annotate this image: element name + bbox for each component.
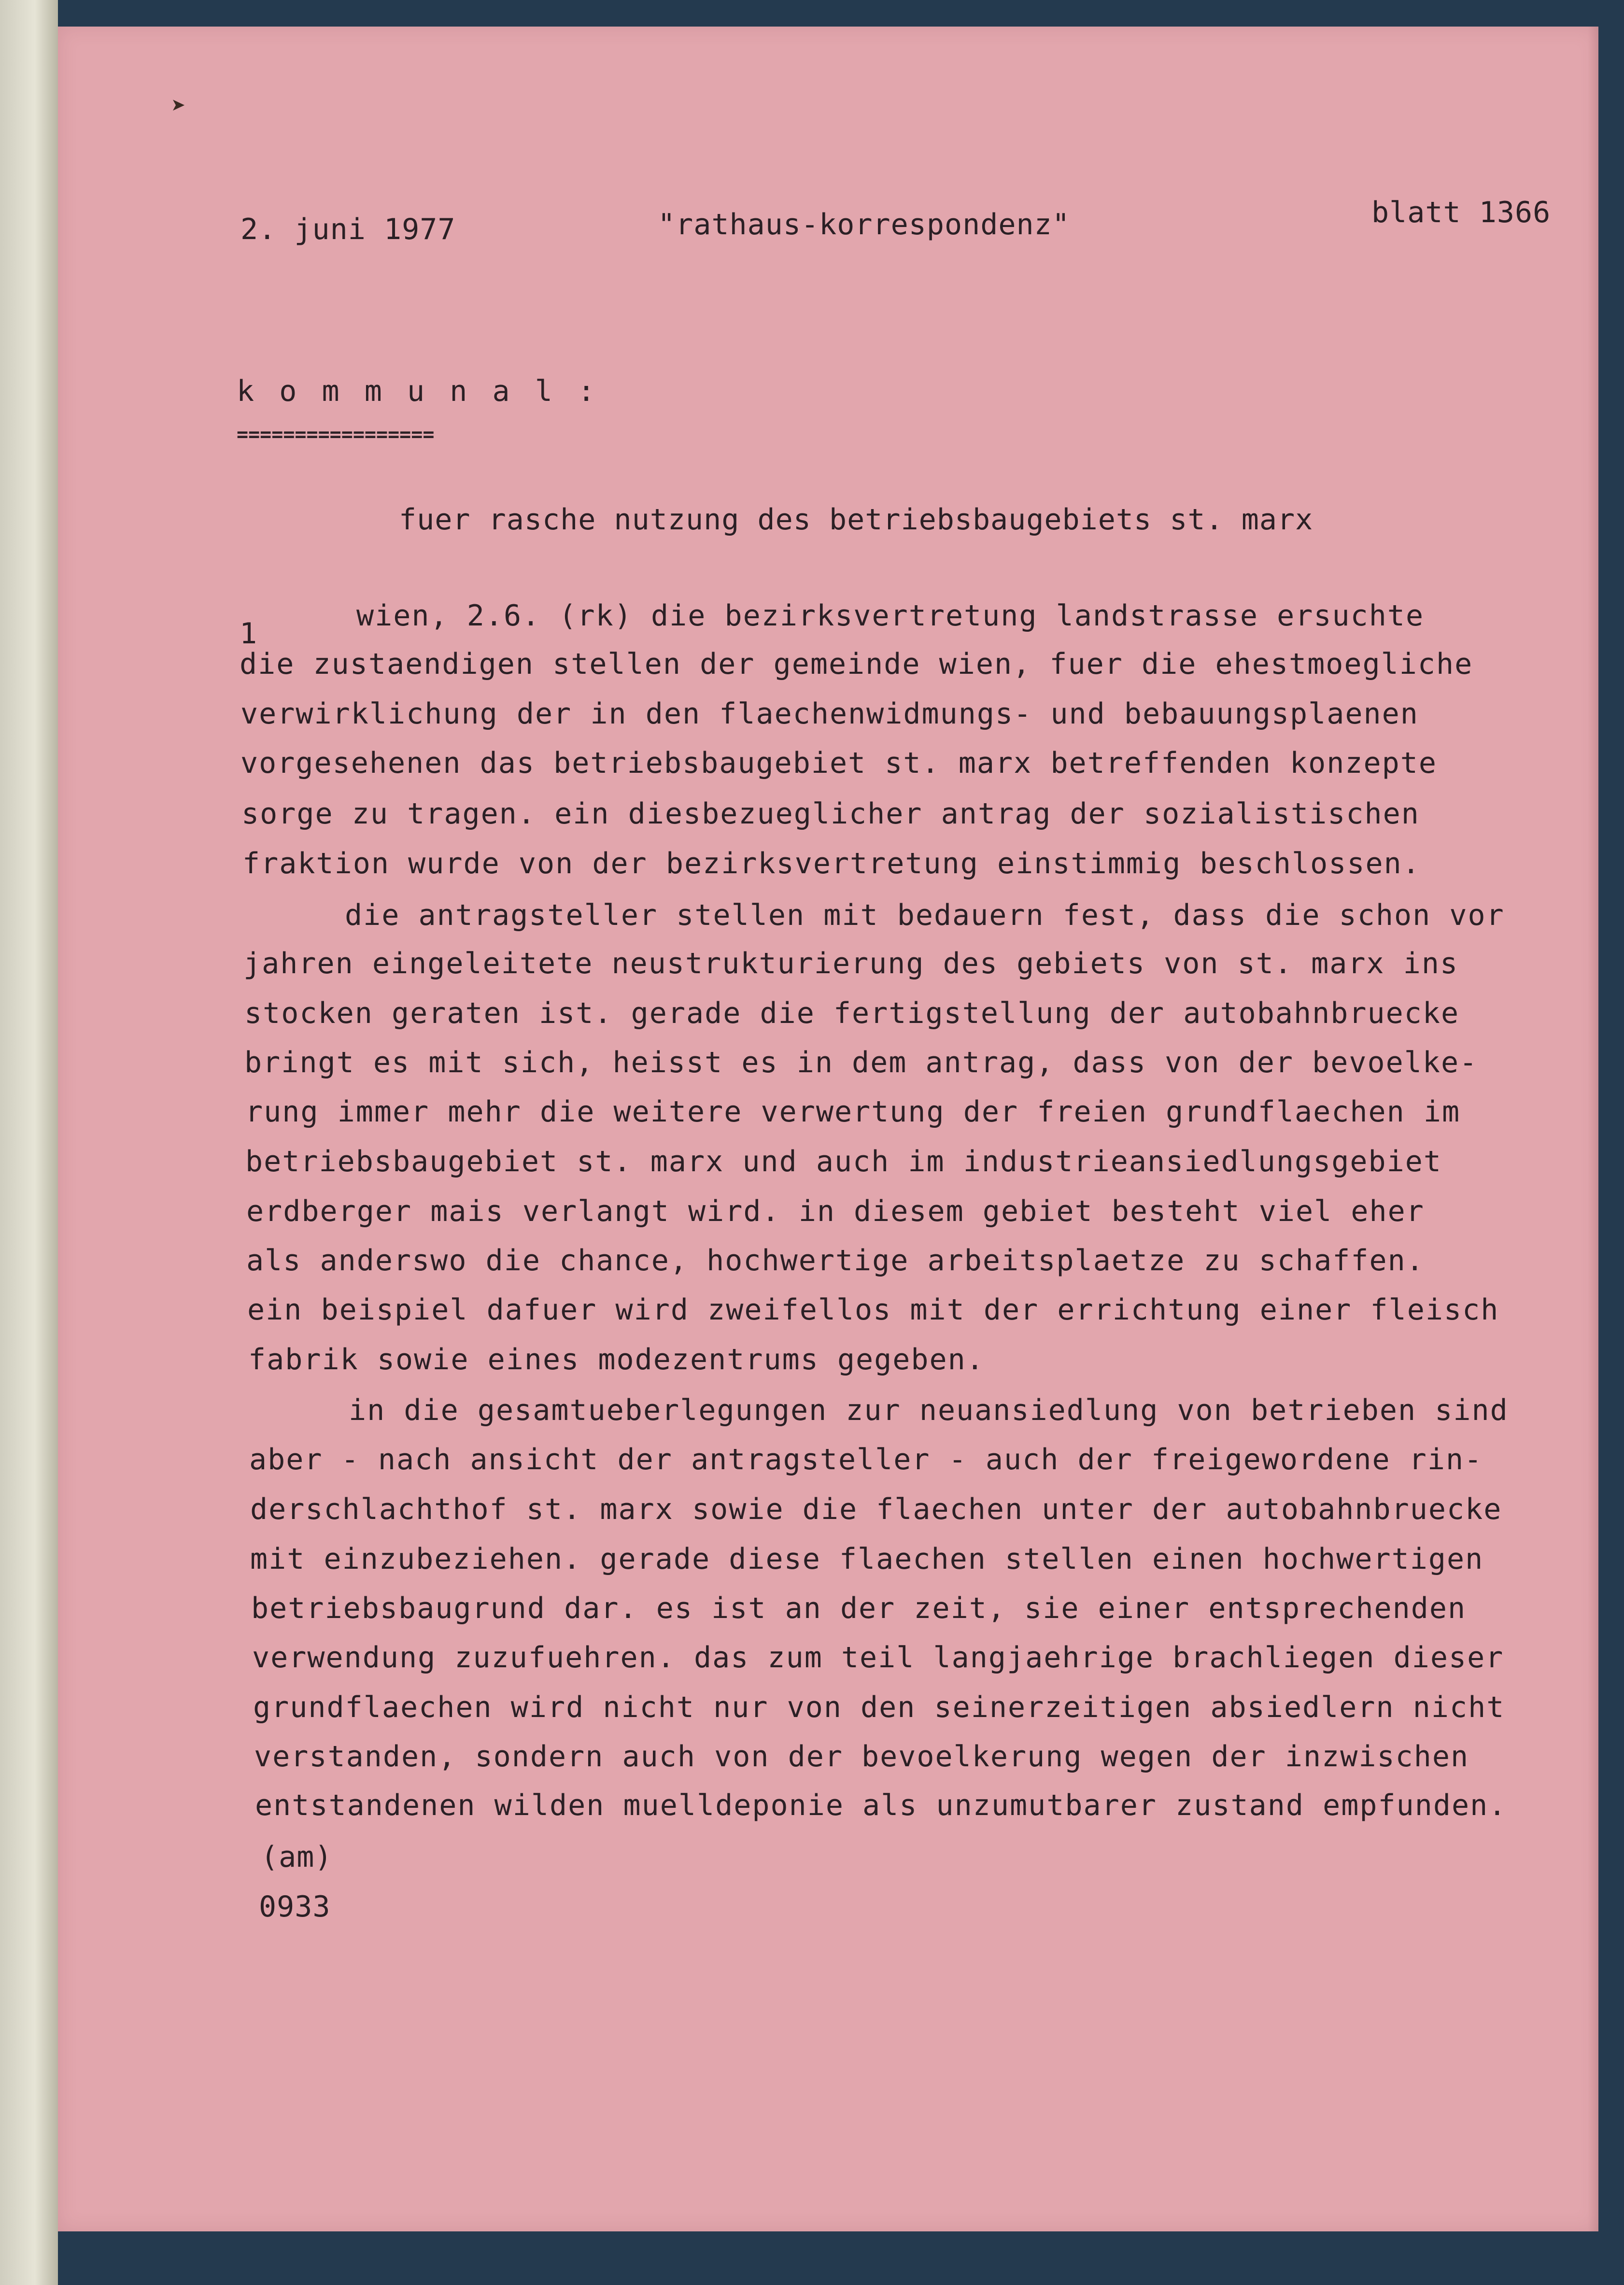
arrow-mark-icon: ➤ — [171, 92, 186, 120]
body-line: entstandenen wilden muelldeponie als unzumutbarer zustand empfunden. — [255, 1788, 1507, 1822]
body-line: vorgesehenen das betriebsbaugebiet st. marx betreffenden konzepte — [240, 746, 1437, 780]
body-line: verstanden, sondern auch von der bevoelkerung wegen der inzwischen — [254, 1740, 1469, 1774]
body-line: aber - nach ansicht der antragsteller - auch der freigewordene rin- — [249, 1443, 1483, 1476]
body-line: ein beispiel dafuer wird zweifellos mit der errichtung einer fleisch — [247, 1293, 1499, 1327]
author-initials: (am) — [261, 1840, 333, 1874]
body-line: rung immer mehr die weitere verwertung der freien grundflaechen im — [245, 1095, 1461, 1129]
body-line: verwirklichung der in den flaechenwidmungs- und bebauungsplaenen — [240, 697, 1419, 731]
body-line: mit einzubeziehen. gerade diese flaechen stellen einen hochwertigen — [250, 1542, 1484, 1576]
header-sheet-number: blatt 1366 — [1371, 196, 1551, 229]
body-line: fabrik sowie eines modezentrums gegeben. — [248, 1343, 985, 1377]
binder-edge — [0, 0, 58, 2285]
body-line: verwendung zuzufuehren. das zum teil langjaehrige brachliegen dieser — [252, 1641, 1504, 1675]
body-line: derschlachthof st. marx sowie die flaechen unter der autobahnbruecke — [250, 1492, 1502, 1526]
body-line: die antragsteller stellen mit bedauern fest, dass die schon vor — [345, 898, 1505, 932]
header-publication: "rathaus-korrespondenz" — [658, 208, 1070, 241]
section-underline: ================= — [237, 424, 435, 446]
header-date: 2. juni 1977 — [240, 213, 456, 246]
body-line: fraktion wurde von der bezirksvertretung einstimmig beschlossen. — [242, 847, 1421, 880]
body-line: bringt es mit sich, heisst es in dem antrag, dass von der bevoelke- — [244, 1046, 1478, 1079]
article-number: 1 — [240, 617, 258, 651]
body-line: grundflaechen wird nicht nur von den seinerzeitigen absiedlern nicht — [253, 1690, 1505, 1724]
body-line: erdberger mais verlangt wird. in diesem gebiet besteht viel eher — [246, 1194, 1425, 1228]
body-line: jahren eingeleitete neustrukturierung des gebiets von st. marx ins — [243, 947, 1459, 980]
article-title: fuer rasche nutzung des betriebsbaugebiets st. marx — [399, 503, 1313, 537]
body-line: als anderswo die chance, hochwertige arbeitsplaetze zu schaffen. — [246, 1244, 1425, 1277]
body-line: sorge zu tragen. ein diesbezueglicher antrag der sozialistischen — [241, 797, 1420, 831]
body-line: stocken geraten ist. gerade die fertigstellung der autobahnbruecke — [244, 996, 1460, 1030]
body-line: betriebsbaugrund dar. es ist an der zeit, sie einer entsprechenden — [251, 1591, 1467, 1625]
section-heading: k o m m u n a l : — [237, 374, 599, 408]
body-line: in die gesamtueberlegungen zur neuansiedlung von betrieben sind — [349, 1393, 1509, 1427]
body-line: wien, 2.6. (rk) die bezirksvertretung landstrasse ersuchte — [356, 599, 1425, 633]
body-line: die zustaendigen stellen der gemeinde wien, fuer die ehestmoegliche — [240, 647, 1473, 681]
time-code: 0933 — [259, 1890, 331, 1924]
page-edge-shadow — [1588, 27, 1598, 2231]
body-line: betriebsbaugebiet st. marx und auch im industrieansiedlungsgebiet — [245, 1145, 1442, 1178]
